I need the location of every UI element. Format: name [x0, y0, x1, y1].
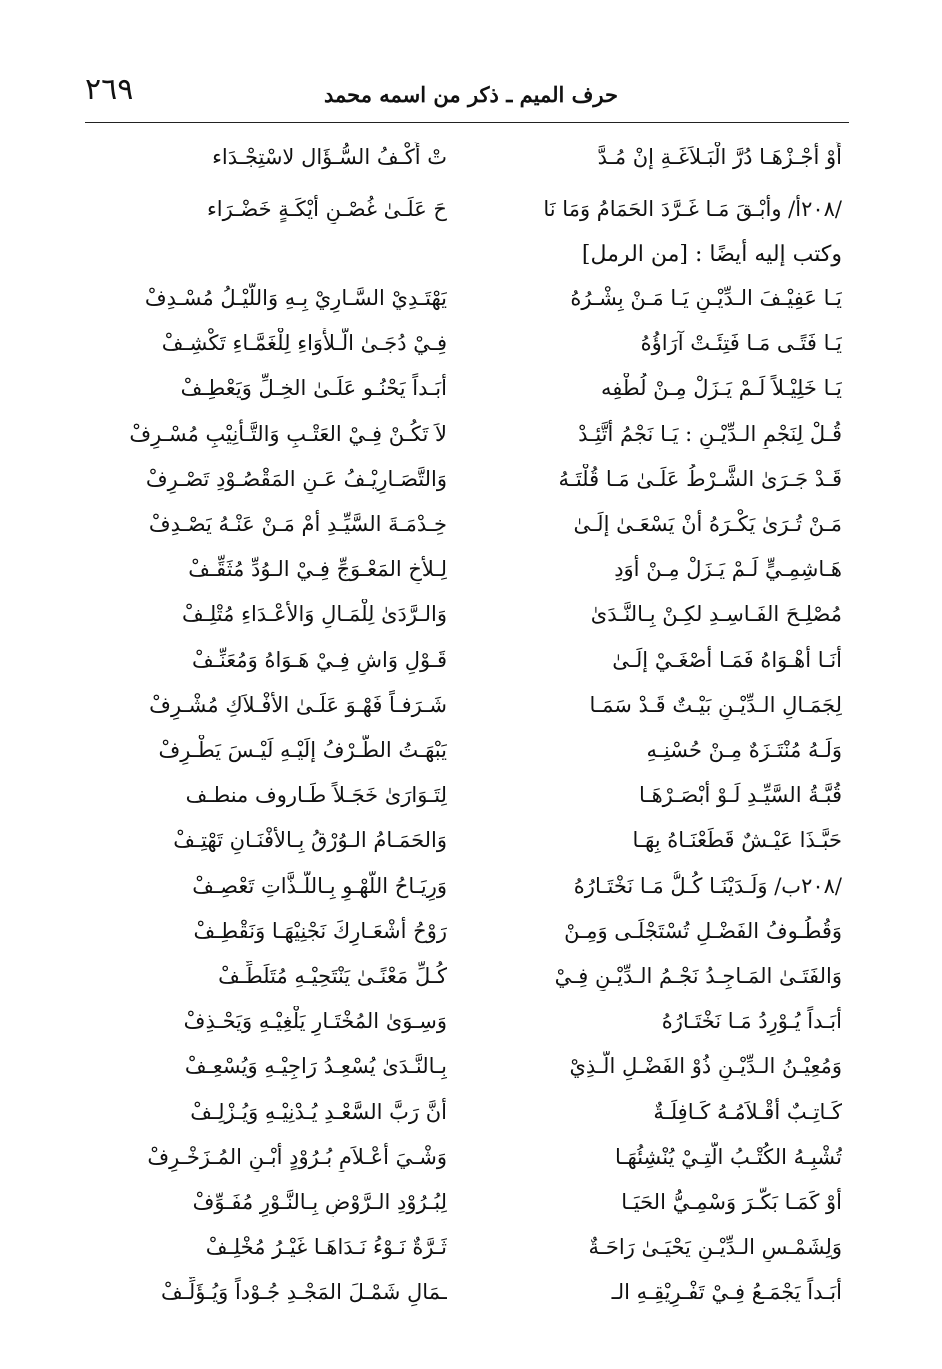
verse-hemistich-second: أنَّ رَبَّ السَّعْـدِ يُـدْنِيْـهِ وَيُـزْلِـفْ — [190, 1099, 447, 1124]
verse-hemistich-first: حَبَّـذَا عَيْـشٌ قَطَعْنَـاهُ بِهَـا — [632, 828, 842, 853]
verse-hemistich-first: أنَـا أهْـوَاهُ فَمَـا أصْغَـيْ إلَـىٰ — [612, 647, 842, 672]
verse-hemistich-first: قُـلْ لِنَجْمِ الـدِّيْـنِ : يَـا نَجْمُ أتَّئِـدْ — [578, 421, 842, 446]
verse-hemistich-first: قَـدْ جَـرَىٰ الشَّـرْطُ عَلَـىٰ مَـا قُلْتَـهُ — [558, 466, 842, 491]
verse-hemistich-first: وَلِشَمْـسِ الـدِّيْـنِ يَحْيَـىٰ رَاحَـةٌ — [588, 1235, 842, 1260]
verse-hemistich-first: تُشْبِـهُ الكُتْـبُ الَّتِـيْ يُنْشِئُهَـا — [614, 1144, 842, 1169]
verse-hemistich-first: أبَـداً يَجْمَـعُ فِـيْ تَفْـرِيْقِـهِ الـ — [611, 1280, 842, 1305]
verse-hemistich-first: وَالفَتَـىٰ المَـاجِـدُ نَجْـمُ الـدِّيْـنِ فِـيْ — [554, 964, 842, 988]
verse-hemistich-first: يَـا خَلِيْـلاً لَـمْ يَـزَلْ مِـنْ لُطْفِه — [601, 376, 842, 401]
verse-hemistich-first: يَـا فَتًـى مَـا فَتِئَـتْ آرَاؤُهُ — [640, 331, 842, 356]
verse-hemistich-second: فِـيْ دُجَـىٰ الَّـلأْوَاءِ لِلْغَمَّـاءِ تَكْشِـفْ — [161, 331, 447, 356]
verse-hemistich-first: /٢٠٨ب/ وَلَـدَيْنَـا كُـلُّ مَـا نَخْتَـارُهُ — [573, 873, 842, 898]
verse-hemistich-first: يَـا عَفِيْـفَ الـدِّيْـنِ يَـا مَـنْ بِشْـرُهُ — [570, 286, 842, 310]
verse-hemistich-second: رَوْحُ أشْعَـارِكَ نَجْنِيْهَـا وَنَقْطِـفْ — [193, 918, 447, 943]
verse-hemistich-second: قَـوْلِ وَاشٍ فِـيْ هَـوَاهُ وَمُعَنِّـفْ — [192, 647, 447, 672]
verse-hemistich-second: شَـرَفـاً فَهْـوَ عَلَـىٰ الأفْـلاَكِ مُشْـرِفْ — [149, 692, 447, 717]
poem-intro: وكتب إليه أيضًا : [من الرمل] — [581, 242, 842, 267]
verse-hemistich-first: وَقُطُـوفُ الفَضْـلِ تُسْتَجْلَـى وَمِـنْ — [564, 918, 842, 943]
verse-hemistich-first: كَـاتِـبٌ أقْـلاَمُـهُ كَـافِلَـةٌ — [653, 1099, 842, 1124]
verse-hemistich-first: وَمُعِيْـنُ الـدِّيْـنِ ذُوْ الفَضْـلِ الَّـذِيْ — [569, 1054, 842, 1079]
verse-hemistich-second: وَرِيَـاحُ اللَّهْـوِ بِـاللَّـذَّاتِ تَعْصِـفْ — [192, 873, 447, 898]
verse-hemistich-second: وَالتَّصَـارِيْـفُ عَـنِ المَقْصُـوْدِ تَصْـرِفْ — [145, 466, 447, 491]
verse-hemistich-second: وَشْـيَ أعْـلاَمِ بُـرُوْدٍ أبْـنِ المُـزَخْـرِفْ — [147, 1144, 447, 1169]
verse-hemistich-second: حَ عَلَـىٰ غُصْـنِ أيْكَـةٍ خَضْـرَاء — [206, 197, 447, 221]
header-rule — [85, 122, 849, 123]
page-number: ٢٦٩ — [85, 72, 134, 107]
verse-hemistich-first: هَـاشِمِـيٍّ لَـمْ يَـزَلْ مِـنْ أوَدِ — [614, 557, 842, 582]
verse-hemistich-first: أوْ كَمَـا بَكَّـرَ وَسْمِـيُّ الحَيَـا — [621, 1190, 842, 1214]
verse-hemistich-first: أبَـداً يُـوْرِدُ مَـا نَخْتَـارُهُ — [661, 1009, 842, 1034]
verse-hemistich-second: لِبُـرُوْدِ الـرَّوْضِ بِـالنَّـوْرِ مُفَـوِّفْ — [192, 1190, 447, 1214]
verse-hemistich-first: مُصْلِـحَ الفَـاسِـدِ لكِـنْ بِـالنَّـدَىٰ — [590, 602, 842, 627]
verse-hemistich-second: وَالحَمَـامُ الـوُرْقُ بِـالأفْنَـانِ تَهْتِـفْ — [173, 828, 447, 853]
verse-hemistich-first: وَلَـهُ مُنْتَـزَهٌ مِـنْ حُسْنِـهِ — [646, 738, 842, 762]
verse-hemistich-first: قُبَّـةُ السَّيِّـدِ لَـوْ أبْصَـرْهَـا — [639, 783, 842, 808]
verse-hemistich-first: /٢٠٨أ/ وأبْـقَ مَـا غَـرَّدَ الحَمَامُ وَمَا نَا — [543, 197, 842, 221]
verse-hemistich-second: وَالـرَّدَىٰ لِلْمَـالِ وَالأعْـدَاءِ مُتْلِـفْ — [181, 602, 447, 627]
verse-hemistich-first: لِجَمَـالِ الـدِّيْـنِ بَيْـتٌ قَـدْ سَمَـا — [589, 692, 842, 717]
verse-hemistich-second: يَهْتَـدِيْ السَّـارِيْ بِـهِ وَاللَّيْـلُ مُسْـدِفْ — [144, 286, 447, 310]
verse-hemistich-second: ثَـرَّةٌ نَـوْءُ نَـدَاهَـا غَيْـرُ مُخْلِـفْ — [205, 1235, 447, 1260]
verse-hemistich-second: يَبْهَـتُ الطَّـرْفُ إلَيْـهِ لَيْـسَ يَطْـرِفْ — [158, 738, 447, 762]
verse-hemistich-second: كُـلِّ مَعْنًـىٰ يَنْتَحِيْـهِ مُتَلَطِّـفْ — [218, 964, 447, 988]
verse-hemistich-second: أبَـداً يَحْنُـو عَلَـىٰ الخِـلِّ وَيَعْطِـفْ — [180, 376, 447, 401]
verse-hemistich-second: خِـدْمَـةَ السَّيِّـدِ أمْ مَـنْ عَنْـهُ يَصْـدِفْ — [148, 512, 447, 536]
running-head: حرف الميم ـ ذكر من اسمه محمد — [323, 82, 618, 107]
verse-hemistich-second: لِـلأخِ المَعْـوَجِّ فِـيْ الـوُدِّ مُثَقِّـفْ — [188, 557, 447, 582]
verse-hemistich-second: تْ أُكْـفُ السُّـؤَال لاسْتِجْـدَاء — [212, 145, 447, 169]
verse-hemistich-first: أَوْ أجْـزْهَـا دُرَّ الْبَـلاَغَـةِ إنْ مُـدَّ — [597, 145, 842, 169]
verse-hemistich-first: مَـنْ تُـرَىٰ يَكْـرَهُ أنْ يَسْعَـىٰ إلَـىٰ — [573, 512, 842, 536]
verse-hemistich-second: لِتَـوَارَىٰ خَجَـلاً طَـاروف منطـف — [185, 783, 447, 808]
verse-hemistich-second: وَسِـوَىٰ المُخْتَـارِ يَلْغِيْـهِ وَيَحْـذِفْ — [183, 1009, 447, 1034]
verse-hemistich-second: بِـالنَّـدَىٰ يُسْعِـدُ رَاجِيْـهِ وَيُسْعِـفْ — [184, 1054, 447, 1079]
verse-hemistich-second: لاَ تَكُـنْ فِـيْ العَتْـبِ وَالتَّـأْنِيْبِ مُسْـرِفْ — [129, 421, 447, 446]
verse-hemistich-second: ـمَالِ شَمْـلَ المَجْـدِ جُـوْداً وَيُـؤَلِّـفْ — [161, 1280, 447, 1305]
